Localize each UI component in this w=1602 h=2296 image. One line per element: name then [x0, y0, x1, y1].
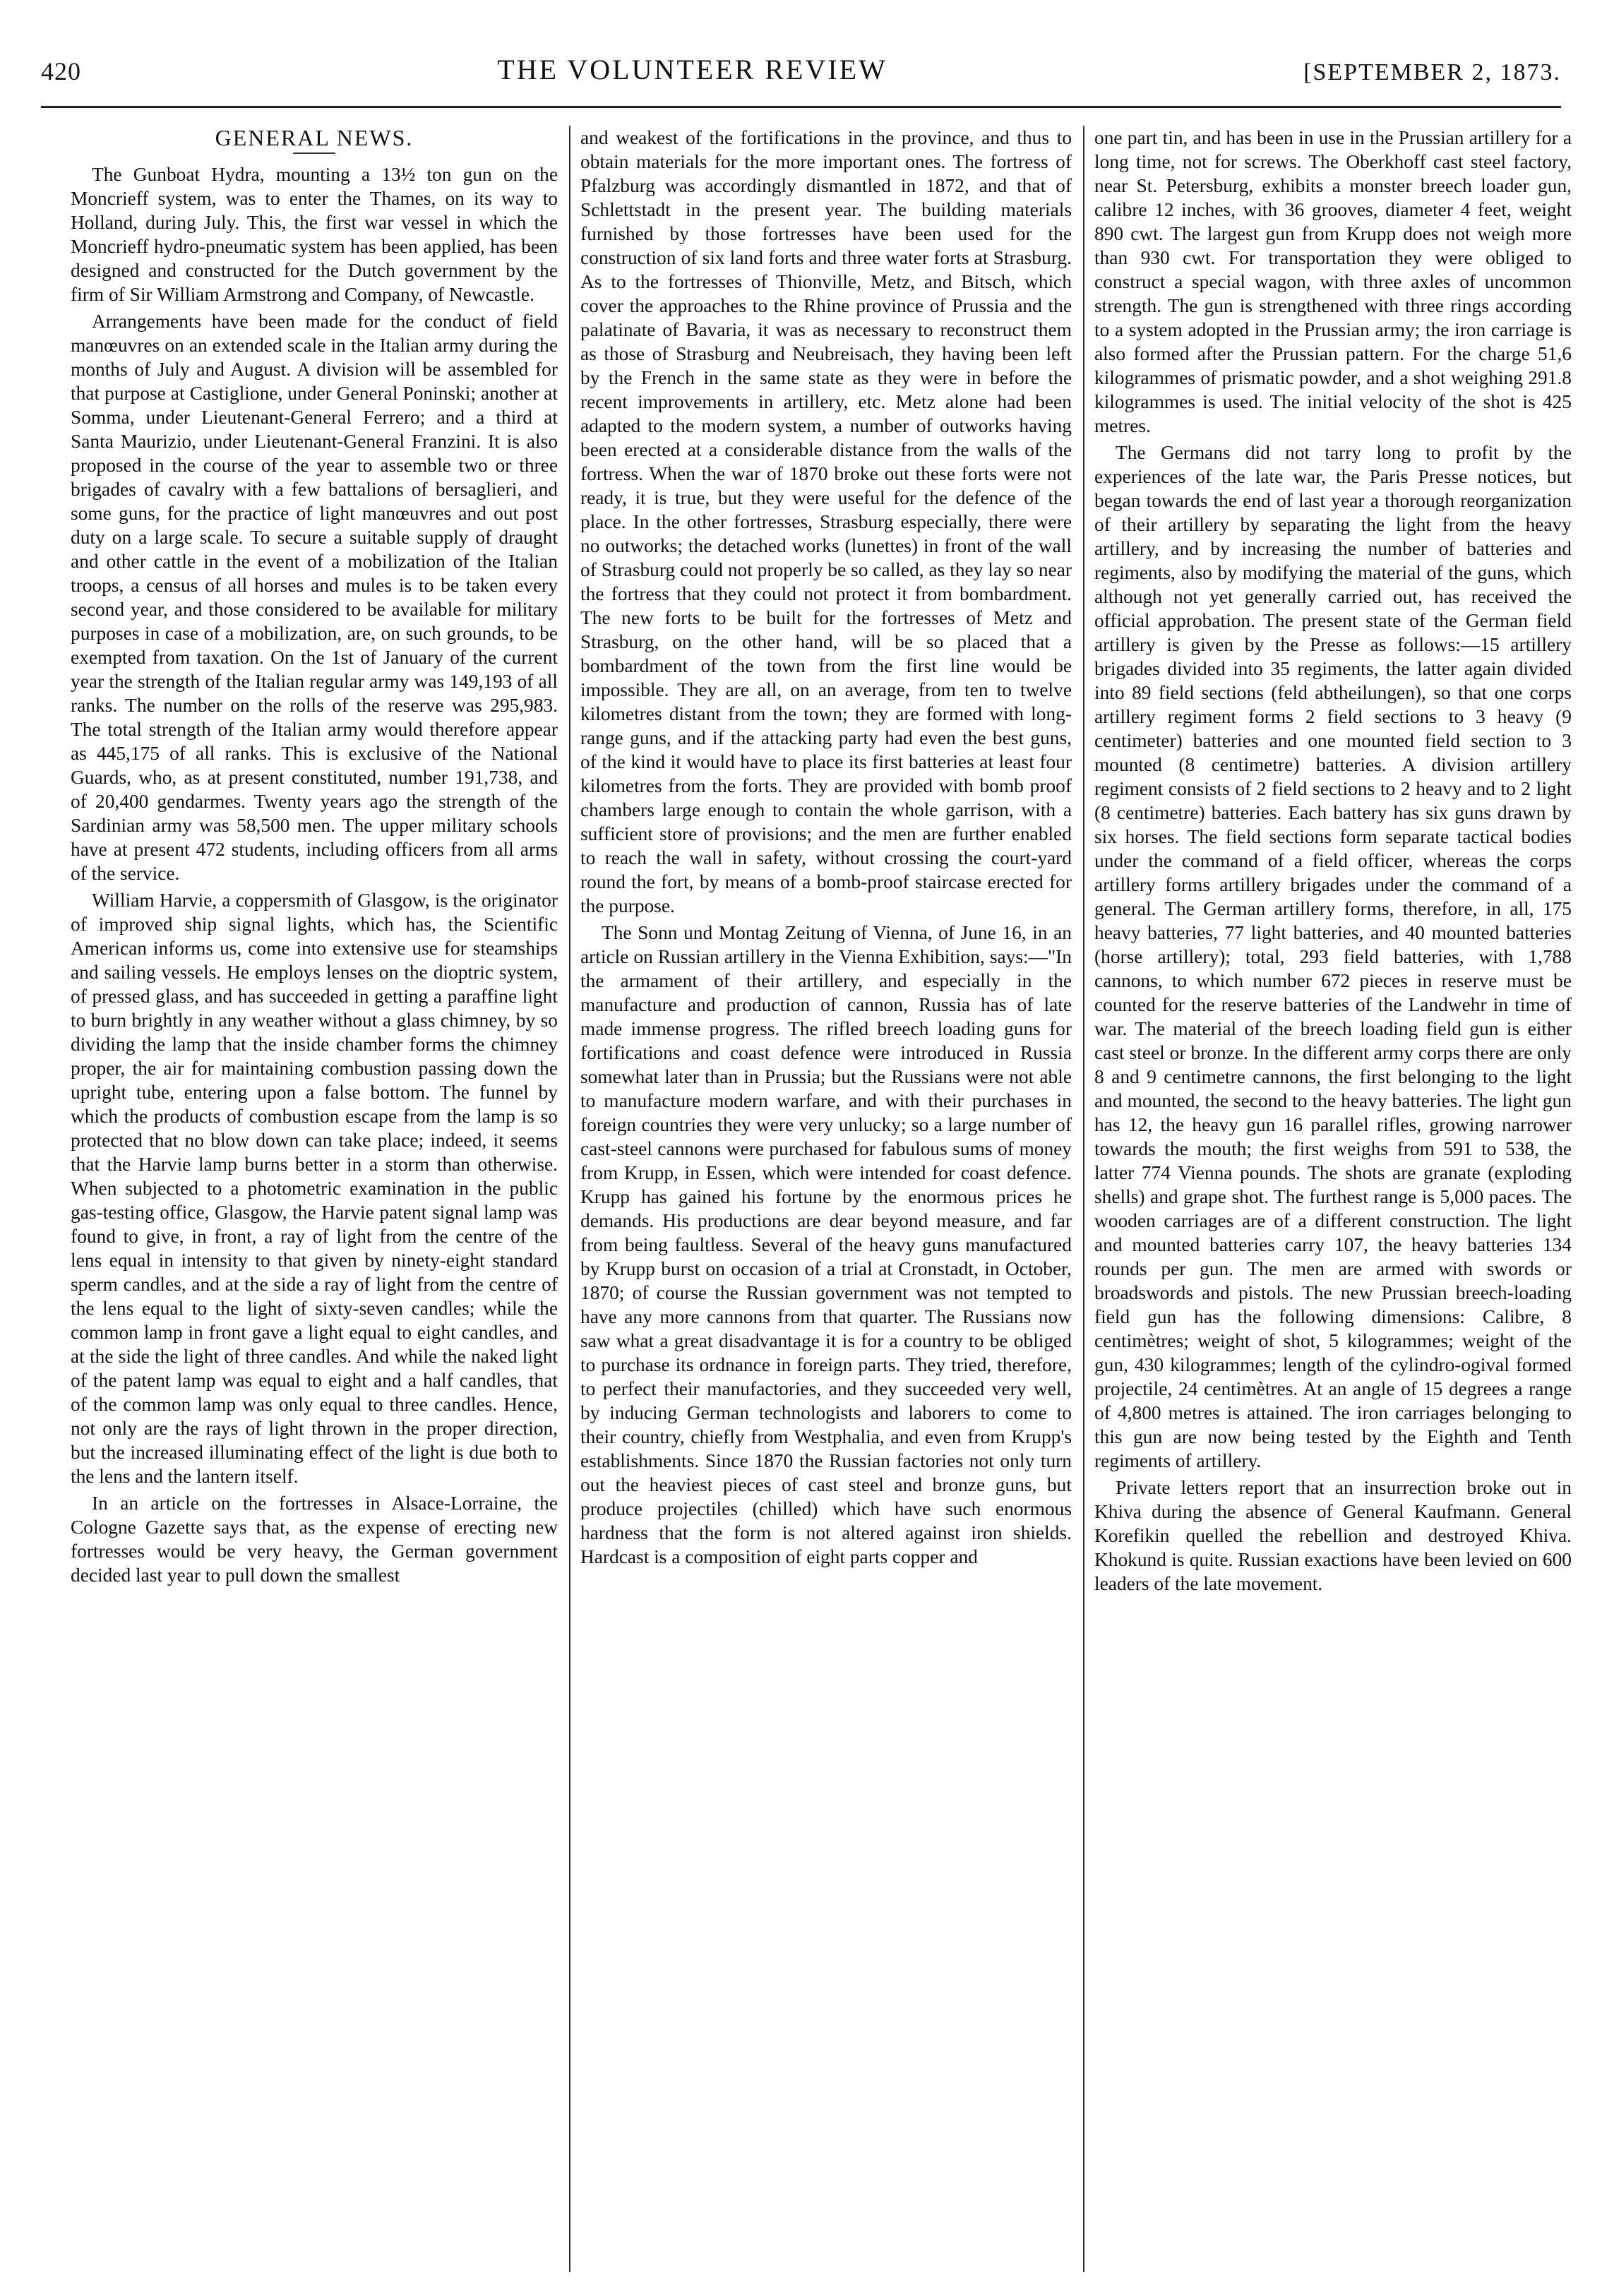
publication-title: THE VOLUNTEER REVIEW [497, 54, 887, 85]
article-paragraph: and weakest of the fortifications in the province, and thus to obtain materials for the more important ones. The fortress of Pfalzburg was accordingly dismantled in 1872, and that of Schlettstadt in the present year. The building materials furnished by those fortresses have been used for the construction of six land forts and three water forts at Strasburg. As to the fortresses of Thionville, Metz, and Bitsch, which cover the approaches to the Rhine province of Prussia and the palatinate of Bavaria, it was as necessary to reconstruct them as those of Strasburg and Neubreisach, they having been left by the French in the same state as they were in before the recent improvements in artillery, etc. Metz alone had been adapted to the modern system, a number of outworks having been erected at a considerable distance from the walls of the fortress. When the war of 1870 broke out these forts were not ready, it is true, but they were useful for the defence of the place. In the other fortresses, Strasburg especially, there were no outworks; the detached works (lunettes) in front of the wall of Strasburg could not properly be so called, as they lay so near the fortress that they could not protect it from bombardment. The new forts to be built for the fortresses of Metz and Strasburg, on the other hand, will be so placed that a bombardment of the town from the first line would be impossible. They are all, on an average, from ten to twelve kilometres distant from the town; they are formed with long-range guns, and if the attacking party had even the best guns, of the kind it would have to place its first batteries at least four kilometres from the forts. They are provided with bomb proof chambers large enough to contain the whole garrison, with a sufficient store of provisions; and the men are further enabled to reach the wall in safety, without crossing the court-yard round the fort, by means of a bomb-proof staircase erected for the purpose. [580, 127, 1072, 916]
article-paragraph: William Harvie, a coppersmith of Glasgow, is the originator of improved ship signal lights, which has, the Scientific American informs us, come into extensive use for steamships and sailing vessels. He employs lenses on the dioptric system, of pressed glass, and has succeeded in getting a paraffine light to burn brightly in any weather without a glass chimney, by so dividing the lamp that the inside chamber forms the chimney proper, the air for maintaining combustion passing down the upright tube, entering upon a false bottom. The funnel by which the products of combustion escape from the lamp is so protected that no blow down can take place; indeed, it seems that the Harvie lamp burns better in a storm than otherwise. When subjected to a photometric examination in the public gas-testing office, Glasgow, the Harvie patent signal lamp was found to give, in front, a ray of light from the centre of the lens equal in intensity to that given by ninety-eight standard sperm candles, and at the side a ray of light from the centre of the lens equal to the light of sixty-seven candles; while the common lamp in front gave a light equal to eight candles, and at the side the light of three candles. And while the naked light of the patent lamp was equal to eight and a half candles, that of the common lamp was only equal to three candles. Hence, not only are the rays of light thrown in the proper direction, but the increased illuminating effect of the light is due both to the lens and the lantern itself. [71, 890, 558, 1487]
article-paragraph: Arrangements have been made for the conduct of field manœuvres on an extended scale in the Italian army during the months of July and August. A division will be assembled for that purpose at Castiglione, under General Poninski; another at Somma, under Lieutenant-General Ferrero; and a third at Santa Maurizio, under Lieutenant-General Franzini. It is also proposed in the course of the year to assemble two or three brigades of cavalry with a few battalions of bersaglieri, and some guns, for the practice of light manœuvres and out post duty on a large scale. To secure a suitable supply of draught and other cattle in the event of a mobilization of the Italian troops, a census of all horses and mules is to be taken every second year, and those considered to be available for military purposes in case of a mobilization, are, on such grounds, to be exempted from taxation. On the 1st of January of the current year the strength of the Italian regular army was 149,193 of all ranks. The number on the rolls of the reserve was 295,983. The total strength of the Italian army would therefore appear as 445,175 of all ranks. This is exclusive of the National Guards, who, as at present constituted, number 191,738, and of 20,400 gendarmes. Twenty years ago the strength of the Sardinian army was 58,500 men. The upper military schools have at present 472 students, including officers from all arms of the service. [71, 311, 558, 884]
article-paragraph: The Germans did not tarry long to profit by the experiences of the late war, the Paris Presse notices, but began towards the end of last year a thorough reorganization of their artillery by separating the light from the heavy artillery, and by increasing the number of batteries and regiments, also by modifying the material of the guns, which although not yet generally carried out, has received the official approbation. The present state of the German field artillery is given by the Presse as follows:—15 artillery brigades divided into 35 regiments, the latter again divided into 89 field sections (feld abtheilungen), so that one corps artillery regiment forms 2 field sections to 3 heavy (9 centimeter) batteries and one mounted field section to 3 mounted (8 centimetre) batteries. A division artillery regiment consists of 2 field sections to 2 heavy and to 2 light (8 centimetre) batteries. Each battery has six guns drawn by six horses. The field sections form separate tactical bodies under the command of a field officer, whereas the corps artillery forms artillery brigades under the command of a general. The German artillery forms, therefore, in all, 175 heavy batteries, 77 light batteries, and 40 mounted batteries (horse artillery); total, 293 field batteries, with 1,788 cannons, to which number 672 pieces in reserve must be counted for the reserve batteries of the Landwehr in time of war. The material of the breech loading field gun is either cast steel or bronze. In the different army corps there are only 8 and 9 centimetre cannons, the first belonging to the light and mounted, the second to the heavy batteries. The light gun has 12, the heavy gun 16 parallel rifles, growing narrower towards the mouth; the first weighs from 591 to 538, the latter 774 Vienna pounds. The shots are granate (exploding shells) and grape shot. The furthest range is 5,000 paces. The wooden carriages are of a different construction. The light and mounted batteries carry 107, the heavy batteries 134 rounds per gun. The men are armed with swords or broadswords and pistols. The new Prussian breech-loading field gun has the following dimensions: Calibre, 8 centimètres; weight of shot, 5 kilogrammes; weight of the gun, 430 kilogrammes; length of the cylindro-ogival formed projectile, 24 centimètres. At an angle of 15 degrees a range of 4,800 metres is attained. The iron carriages belonging to this gun are now being tested by the Eighth and Tenth regiments of artillery. [1094, 442, 1572, 1471]
issue-date: [SEPTEMBER 2, 1873. [1303, 59, 1561, 85]
heading-rule [293, 153, 335, 154]
article-paragraph: The Sonn und Montag Zeitung of Vienna, of June 16, in an article on Russian artillery in the Vienna Exhibition, says:—"In the armament of their artillery, and especially in the manufacture and production of cannon, Russia has of late made immense progress. The rifled breech loading guns for fortifications and coast defence were introduced in Russia somewhat later than in Prussia; but the Russians were not able to manufacture modern warfare, and with their purchases in foreign countries they were very unlucky; so a large number of cast-steel cannons were purchased for fabulous sums of money from Krupp, in Essen, which were intended for coast defence. Krupp has gained his fortune by the enormous prices he demands. His productions are dear beyond measure, and far from being faultless. Several of the heavy guns manufactured by Krupp burst on occasion of a trial at Cronstadt, in October, 1870; of course the Russian government was not tempted to have any more cannons from that quarter. The Russians now saw what a great disadvantage it is for a country to be obliged to purchase its ordnance in foreign parts. They tried, therefore, to perfect their manufactories, and they succeeded very well, by inducing German technologists and laborers to come to their country, chiefly from Westphalia, and even from Krupp's establishments. Since 1870 the Russian factories not only turn out the heaviest pieces of cast steel and bronze guns, but produce projectiles (chilled) which have such enormous hardness that the form is not altered against iron shields. Hardcast is a composition of eight parts copper and [580, 922, 1072, 1567]
column-3 [1094, 126, 1572, 2272]
column-divider [1083, 126, 1084, 2272]
column-divider [569, 126, 570, 2272]
column-1 [71, 126, 558, 2272]
article-paragraph: one part tin, and has been in use in the Prussian artillery for a long time, not for screws. The Oberkhoff cast steel factory, near St. Petersburg, exhibits a monster breech loader gun, calibre 12 inches, with 36 grooves, diameter 4 feet, weight 890 cwt. The largest gun from Krupp does not weigh more than 930 cwt. For transportation they were obliged to construct a special wagon, with three axles of uncommon strength. The gun is strengthened with three rings according to a system adopted in the Prussian army; the iron carriage is also formed after the Prussian pattern. For the charge 51,6 kilogrammes of prismatic powder, and a shot weighing 291.8 kilogrammes is used. The initial velocity of the shot is 425 metres. [1094, 127, 1572, 436]
header-rule [41, 106, 1561, 108]
column-2 [580, 126, 1072, 2272]
article-paragraph: In an article on the fortresses in Alsace-Lorraine, the Cologne Gazette says that, as the expense of erecting new fortresses would be very heavy, the German government decided last year to pull down the smallest [71, 1493, 558, 1586]
article-paragraph: The Gunboat Hydra, mounting a 13½ ton gun on the Moncrieff system, was to enter the Thames, on its way to Holland, during July. This, the first war vessel in which the Moncrieff hydro-pneumatic system has been applied, has been designed and constructed for the Dutch government by the firm of Sir William Armstrong and Company, of Newcastle. [71, 164, 558, 305]
page-number: 420 [41, 57, 81, 85]
article-paragraph: Private letters report that an insurrection broke out in Khiva during the absence of General Kaufmann. General Korefikin quelled the rebellion and destroyed Khiva. Khokund is quite. Russian exactions have been levied on 600 leaders of the late movement. [1094, 1477, 1572, 1594]
section-heading: GENERAL NEWS. [215, 126, 414, 150]
page-header [41, 37, 1561, 86]
